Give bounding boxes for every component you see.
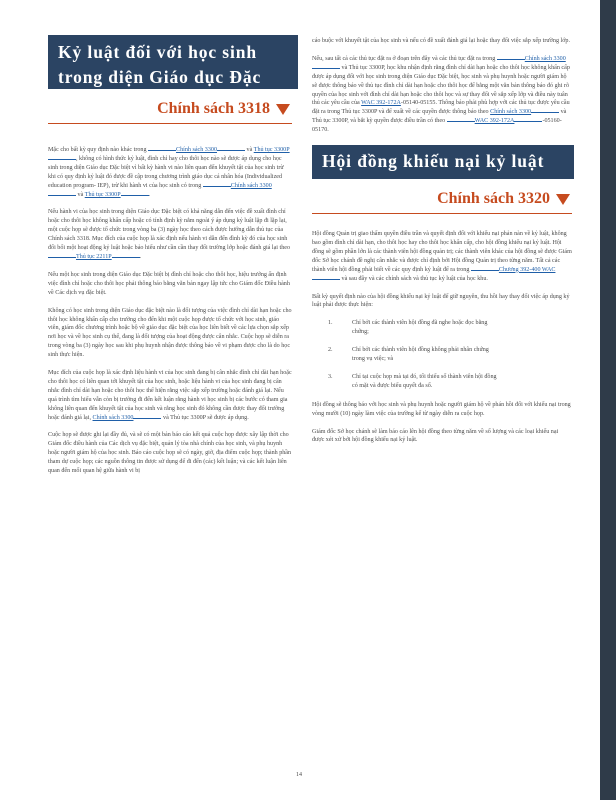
- policy-link[interactable]: Chính sách 3300: [490, 109, 532, 116]
- paragraph: Hội đồng Quản trị giao thẩm quyền điều trần và quyết định đối với khiếu nại phản nàn về kỷ luật, không bao gồm đình chỉ dài hạn, cho thôi học hay cho thôi học khẩn cấp, cho hội đồng khiếu nại kỷ luật. Hội đồng sẽ gồm phần lớn là các thành viên hội đồng quản trị; các thành viên khác của hội đồng sẽ được Giám đốc Sở học chánh đề nghị cân nhắc và được chỉ định bởi Hội đồng Quản trị theo từng năm. Tất cả các thành viên hội đồng phải biết về các quy định kỷ luật để ra trong Chương 392-400 WAC và sau đây và các chính sách và thủ tục kỷ luật của học khu.: [312, 231, 572, 282]
- procedure-link[interactable]: Thủ tục 3300P: [84, 191, 121, 198]
- section-banner-discipline-appeal-council: Hội đồng khiếu nại kỷ luật: [312, 145, 574, 179]
- policy-link[interactable]: Chính sách 3300: [230, 182, 272, 189]
- left-column: [48, 0, 292, 485]
- list-item: 3. Chỉ tại cuộc họp mà tại đó, tối thiểu số thành viên hội đồng có mặt và được biểu quyết đa số.: [328, 373, 497, 389]
- policy-link[interactable]: Chính sách 3300: [524, 55, 566, 62]
- policy-link[interactable]: Chính sách 3300: [92, 414, 134, 421]
- right-edge-bar: [600, 0, 616, 800]
- paragraph: Giám đốc Sở học chánh sẽ làm báo cáo lên hội đồng theo từng năm về số lượng và các loại khiếu nại được xét xử bởi hội đồng khiếu nại kỷ luật.: [312, 428, 559, 444]
- paragraph: Nếu một học sinh trong diện Giáo dục Đặc biệt bị đình chỉ hoặc cho thôi học, hiệu trưởng ấn định việc đình chỉ hoặc cho thôi học phải thông báo bằng văn bản ngay lập tức cho Giám đốc Điều hành về Các dịch vụ đặc biệt.: [48, 271, 290, 296]
- paragraph: Mặc cho bất kỳ quy định nào khác trong Chính sách 3300 và Thủ tục 3300P, không có hình thức kỷ luật, đình chỉ hay cho thôi học nào sẽ được áp dụng cho học sinh trong diện Giáo dục Đặc biệt vì bất kỳ hành vi nào liên quan đến khuyết tật của học sinh trừ khi có quy định kỷ luật đó được đề cập trong chương trình giáo dục cá nhân hóa (Individualized education program- IEP), trừ khi hành vi của học sinh có trong Chính sách 3300 và Thủ tục 3300P .: [48, 147, 290, 198]
- policy-label-3320: Chính sách 3320: [437, 190, 550, 208]
- policy-label-3318: Chính sách 3318: [157, 100, 270, 117]
- list-item: 1. Chỉ bởi các thành viên hội đồng đã nghe hoặc đọc bằng chứng;: [328, 320, 488, 336]
- procedure-link[interactable]: Thủ tục 2211P: [76, 253, 112, 260]
- wac-link[interactable]: WAC 392-172A: [361, 100, 401, 107]
- paragraph: Không có học sinh trong diện Giáo dục đặc biệt nào là đối tượng của việc đình chỉ dài hạn hoặc cho thôi học không khẩn cấp cho trường cho đến khi một cuộc họp được tổ chức với học sinh, giáo viên, giám đốc chương trình hoặc bộ về giáo dục đặc biệt của học liên biết về các lựa chọn sắp xếp nơi học và về học sinh cụ thể, đang là đối tượng của hoạt động được cân nhắc. Cuộc họp sẽ diễn ra trong vòng ba (3) ngày học sau khi phụ huynh nhận được thông báo về vi phạm được cho là do học sinh thực hiện.: [48, 307, 292, 359]
- wac-link[interactable]: WAC 392-172A: [474, 118, 515, 125]
- paragraph: Mục đích của cuộc họp là xác định liệu hành vi của học sinh đang bị cân nhắc đình chỉ dài hạn hoặc cho thôi học có liên quan tới khuyết tật của học sinh, hoặc liệu hành vi của học sinh đang bị cân nhắc đình chỉ dài hạn hoặc cho thôi học thể hiện rằng việc sắp xếp trường hoặc đánh giá lại. Nếu quá trình tìm hiểu vẫn còn bị trường đi đến kết luận rằng hành vi học sinh bị các bước có tham gia không liên quan đến khuyết tật của học sinh và rằng học sinh đó không cần được thay đổi trường hoặc đánh giá lại, Chính sách 3300 và Thủ tục 3300P sẽ được áp dụng.: [48, 370, 292, 421]
- wac-link[interactable]: Chương 392-400 WAC: [498, 266, 556, 273]
- paragraph: Cuộc họp sẽ được ghi lại đầy đủ, và sẽ có một bản báo cáo kết quả cuộc họp được xây lập thời cho Giám đốc điều hành của Các dịch vụ đặc biệt, quản lý tòa nhà chính của học sinh, và phụ huynh hoặc người giám hộ của học sinh. Báo cáo cuộc họp sẽ có ngày, giờ, địa điểm cuộc họp; thành phần tham dự cuộc họp; các nguồn thông tin được sử dụng để đi đến (các) kết luận; và các kết luận liên quan đến mối quan hệ giữa hành vi bị: [48, 432, 292, 475]
- triangle-down-icon: [556, 194, 570, 205]
- paragraph: cáo buộc với khuyết tật của học sinh và nếu có đề xuất đánh giá lại hoặc thay đổi việc sắp xếp trường lớp.: [312, 38, 570, 44]
- policy-link[interactable]: Chính sách 3300: [176, 147, 217, 153]
- procedure-link[interactable]: Thủ tục 3300P: [253, 147, 290, 153]
- section-banner-discipline-special-ed: Kỷ luật đối với học sinh trong diện Giáo dục Đặc biệt: [48, 35, 298, 89]
- paragraph: Hội đồng sẽ thông báo với học sinh và phụ huynh hoặc người giám hộ về phán hồi đối với khiếu nại trong vòng mười (10) ngày làm việc của trường kể từ ngày diễn ra cuộc họp.: [312, 401, 571, 417]
- policy-header-3320: [312, 185, 572, 214]
- paragraph: Bất kỳ quyết định nào của hội đồng khiếu nại kỷ luật để giữ nguyên, thu hồi hay thay đổi việc áp dụng kỷ luật phải được thực hiện:: [312, 293, 570, 309]
- paragraph: Nếu, sau tất cả các thủ tục đặt ra ở đoạn trên đây và các thủ tục đặt ra trong Chính sách 3300 và Thủ tục 3300P, học khu nhận định rằng đình chỉ dài hạn hoặc cho thôi học không khẩn cấp được áp dụng đối với học sinh trong diện Giáo dục Đặc biệt, học sinh và phụ huynh hoặc người giám hộ sẽ được thông báo về thủ tục đình chỉ dài hạn hoặc cho thôi học để bằng một văn bản thông báo đó ghi rõ quyền của học sinh với đình chỉ dài hạn hoặc cho thôi học và sự thay đổi về sắp xếp lớp và điều này tuân thủ các yêu cầu của WAC 392-172A-05140-05155. Thông báo phải phù hợp với các thủ tục được yêu cầu đặt ra trong Thủ tục 3300P và để xuất về các quyền được thông báo theo Chính sách 3300 và Thủ tục 3300P, và bắt kỳ quyền được điều trần có theo WAC 392-172A -05160-05170.: [312, 55, 570, 134]
- triangle-down-icon: [276, 104, 290, 115]
- right-column: [312, 0, 572, 454]
- list-item: 2. Chỉ bởi các thành viên hội đồng không phải nhân chứng trong vụ việc; và: [328, 347, 489, 363]
- decision-requirements-list: [312, 319, 572, 390]
- paragraph: Nếu hành vi của học sinh trong diện Giáo dục Đặc biệt có khả năng dẫn đến việc đề xuất đình chỉ hoặc cho thôi học không khẩn cấp hoặc có tính định kỳ nằm ngoài ý áp dụng kỷ luật lặp đi lặp lại, một cuộc họp sẽ được tổ chức trong vòng ba (3) ngày học theo cách được hướng dẫn thủ tục của Chính sách 3318. Mục đích của cuộc họp là xác định nếu hành vi dẫn đến đình kỳ đó của học sinh đối bổi một hoạt động kỷ luật hoặc bảo hiểu như cần cần thay đổi trường lớp hoặc đánh giá lại theo Thủ tục 2211P .: [48, 209, 291, 260]
- page-number: 14: [296, 772, 302, 778]
